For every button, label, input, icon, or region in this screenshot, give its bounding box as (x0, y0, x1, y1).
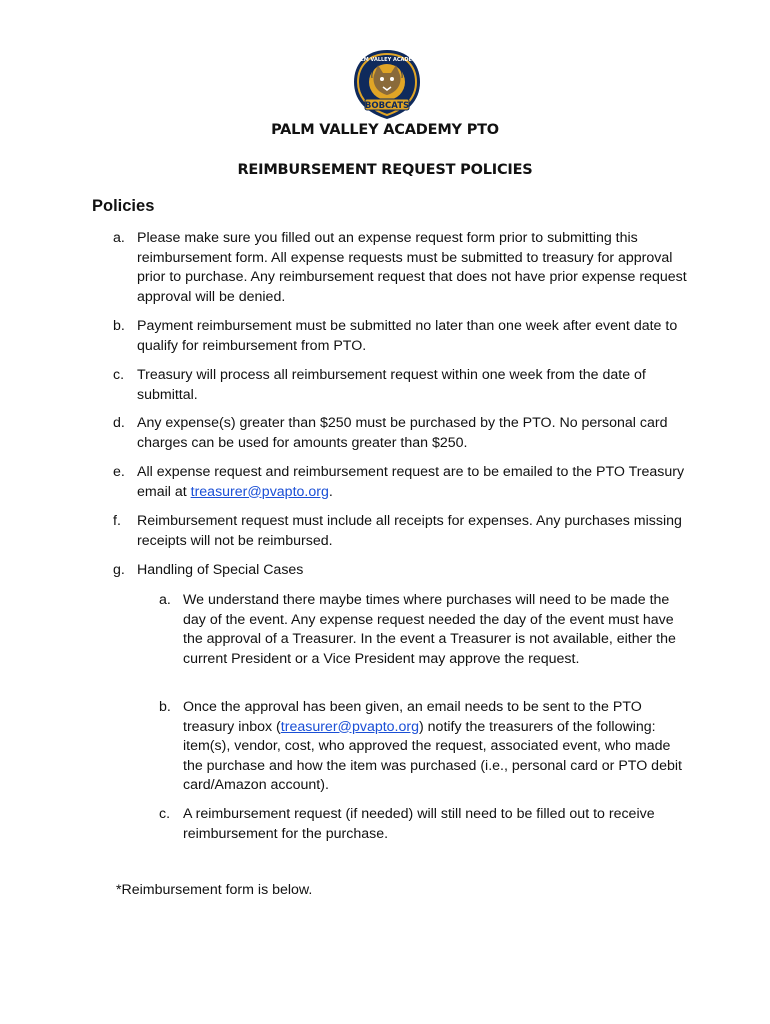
treasurer-email-link[interactable]: treasurer@pvapto.org (190, 483, 329, 500)
special-case-marker: b. (159, 699, 171, 715)
policy-text: Handling of Special Cases (137, 562, 304, 578)
special-case-text (183, 698, 688, 796)
logo-school-text: PALM VALLEY ACADEMY (353, 57, 421, 63)
policy-marker: g. (113, 562, 125, 578)
policy-marker: f. (113, 513, 121, 529)
policy-marker: d. (113, 415, 125, 431)
policy-text-after: . (328, 483, 333, 500)
policy-text: Reimbursement request must include all receipts for expenses. Any purchases missing receipts will not be reimbursed. (137, 513, 682, 549)
special-case-text-before: Once the approval has been given, an email needs to be sent to the PTO treasury inbox ( (183, 699, 642, 735)
special-case-marker: c. (159, 806, 171, 822)
policy-marker: c. (113, 367, 125, 383)
policy-text: Payment reimbursement must be submitted no later than one week after event date to qualify for reimbursement from PTO. (137, 318, 678, 354)
special-case-marker: a. (159, 592, 171, 608)
policy-text (137, 463, 697, 502)
section-heading: Policies (92, 197, 155, 215)
treasury-inbox-link[interactable]: treasurer@pvapto.org (280, 718, 419, 735)
policy-marker: e. (113, 464, 125, 480)
policy-text: Any expense(s) greater than $250 must be purchased by the PTO. No personal card charges can be used for amounts greater than $250. (137, 415, 668, 451)
logo-mascot-text: BOBCATS (364, 101, 410, 111)
policy-text: Treasury will process all reimbursement request within one week from the date of submittal. (137, 367, 646, 403)
policy-text: Please make sure you filled out an expense request form prior to submitting this reimbursement form. All expense requests must be submitted to treasury for approval prior to purchase. Any reimbursement request that does not have prior expense request approval will be denied. (137, 230, 687, 305)
school-logo (352, 49, 422, 121)
footnote: *Reimbursement form is below. (116, 882, 313, 898)
policy-marker: a. (113, 230, 125, 246)
special-case-text: We understand there maybe times where purchases will need to be made the day of the event. Any expense request needed the day of the event must have the approval of a Treasurer. In the event a Treasurer is not available, either the current President or a Vice President may approve the request. (183, 592, 676, 667)
special-case-text-after: ) notify the treasurers of the following: item(s), vendor, cost, who approved the request, associated event, who made the purchase and how the item was purchased (i.e., personal card or PTO debit card/Amazon account). (183, 718, 682, 793)
policy-text-before: All expense request and reimbursement request are to be emailed to the PTO Treasury email at (137, 464, 685, 500)
special-case-text: A reimbursement request (if needed) will still need to be filled out to receive reimbursement for the purchase. (183, 806, 655, 842)
page-subtitle: REIMBURSEMENT REQUEST POLICIES (237, 162, 533, 178)
page-title: PALM VALLEY ACADEMY PTO (271, 122, 499, 138)
policy-marker: b. (113, 318, 125, 334)
